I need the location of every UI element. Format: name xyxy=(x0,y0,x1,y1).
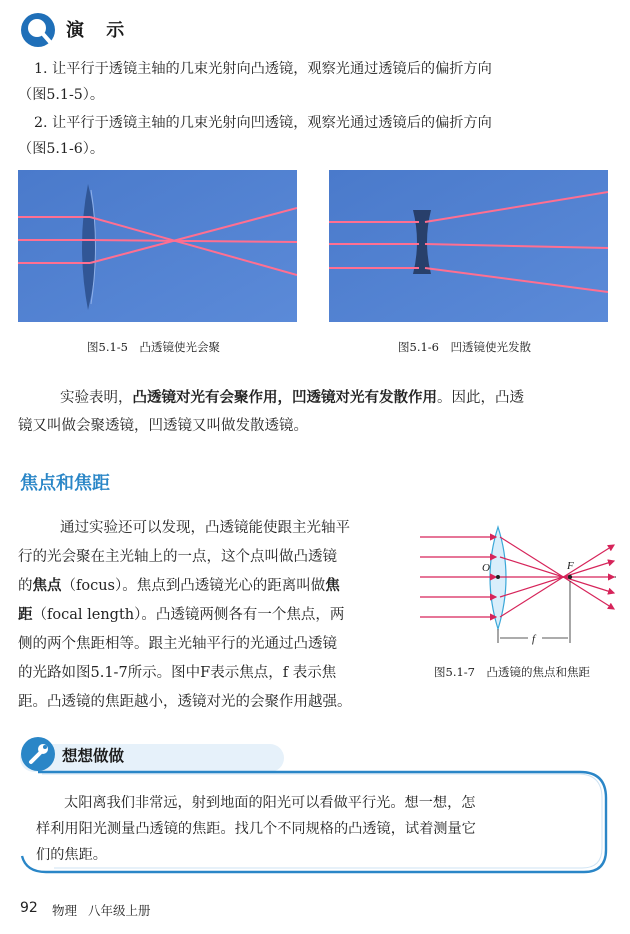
think-do-title: 想想做做 xyxy=(62,747,125,765)
focal-text: （focus）。焦点到凸透镜光心的距离叫做 xyxy=(61,578,326,594)
focal-point-diagram xyxy=(420,525,616,655)
book-volume: 八年级上册 xyxy=(88,903,151,918)
focal-length-term-a: 焦 xyxy=(325,578,340,594)
focal-length-term-b: 距 xyxy=(18,607,33,623)
wrench-icon xyxy=(20,736,56,772)
conclusion-bold: 凸透镜对光有会聚作用，凹透镜对光有发散作用 xyxy=(132,390,437,406)
conclusion-line-2: 镜又叫做会聚透镜，凹透镜又叫做发散透镜。 xyxy=(18,418,308,434)
demo-magnifier-icon xyxy=(20,12,56,48)
step-1-text: 1. 让平行于透镜主轴的几束光射向凸透镜，观察光通过透镜后的偏折方向 xyxy=(34,61,492,77)
section-title: 焦点和焦距 xyxy=(20,473,110,494)
focal-line-1: 通过实验还可以发现，凸透镜能使跟主光轴平 xyxy=(60,520,350,536)
figure-5-1-7-caption: 图5.1-7 凸透镜的焦点和焦距 xyxy=(434,665,590,679)
focal-line-6: 的光路如图5.1-7所示。图中F表示焦点，f 表示焦 xyxy=(18,665,337,681)
focal-line-2: 行的光会聚在主光轴上的一点，这个点叫做凸透镜 xyxy=(18,549,337,565)
think-line-2: 样利用阳光测量凸透镜的焦距。找几个不同规格的凸透镜，试着测量它 xyxy=(36,821,476,837)
focal-text: （focal length）。凸透镜两侧各有一个焦点，两 xyxy=(32,607,345,623)
conclusion-text-a: 实验表明， xyxy=(60,390,133,406)
page-number: 92 xyxy=(20,900,38,916)
focal-line-3 xyxy=(18,572,340,601)
concave-lens-photo xyxy=(329,170,608,322)
figure-5-1-5-caption: 图5.1-5 凸透镜使光会聚 xyxy=(87,340,220,354)
focal-line-7: 距。凸透镜的焦距越小，透镜对光的会聚作用越强。 xyxy=(18,694,352,710)
conclusion-line-1 xyxy=(60,384,610,412)
focus-term: 焦点 xyxy=(32,578,62,594)
step-1-figref: （图5.1-5）。 xyxy=(18,87,105,103)
demo-heading: 演 示 xyxy=(66,20,133,41)
focal-length-label: f xyxy=(532,633,536,645)
step-2-figref: （图5.1-6）。 xyxy=(18,141,105,157)
book-subject: 物理 xyxy=(52,903,78,918)
think-line-1: 太阳离我们非常远，射到地面的阳光可以看做平行光。想一想，怎 xyxy=(64,795,476,811)
optical-center-label: O xyxy=(482,562,490,574)
focal-line-5: 侧的两个焦距相等。跟主光轴平行的光通过凸透镜 xyxy=(18,636,337,652)
convex-lens-photo xyxy=(18,170,297,322)
focus-label: F xyxy=(567,560,574,572)
focal-text: 的 xyxy=(18,578,33,594)
focal-line-4 xyxy=(18,601,344,630)
figure-5-1-6-caption: 图5.1-6 凹透镜使光发散 xyxy=(398,340,531,354)
conclusion-text-b: 。因此，凸透 xyxy=(437,390,524,406)
think-line-3: 们的焦距。 xyxy=(36,847,107,863)
step-2-text: 2. 让平行于透镜主轴的几束光射向凹透镜，观察光通过透镜后的偏折方向 xyxy=(34,115,492,131)
